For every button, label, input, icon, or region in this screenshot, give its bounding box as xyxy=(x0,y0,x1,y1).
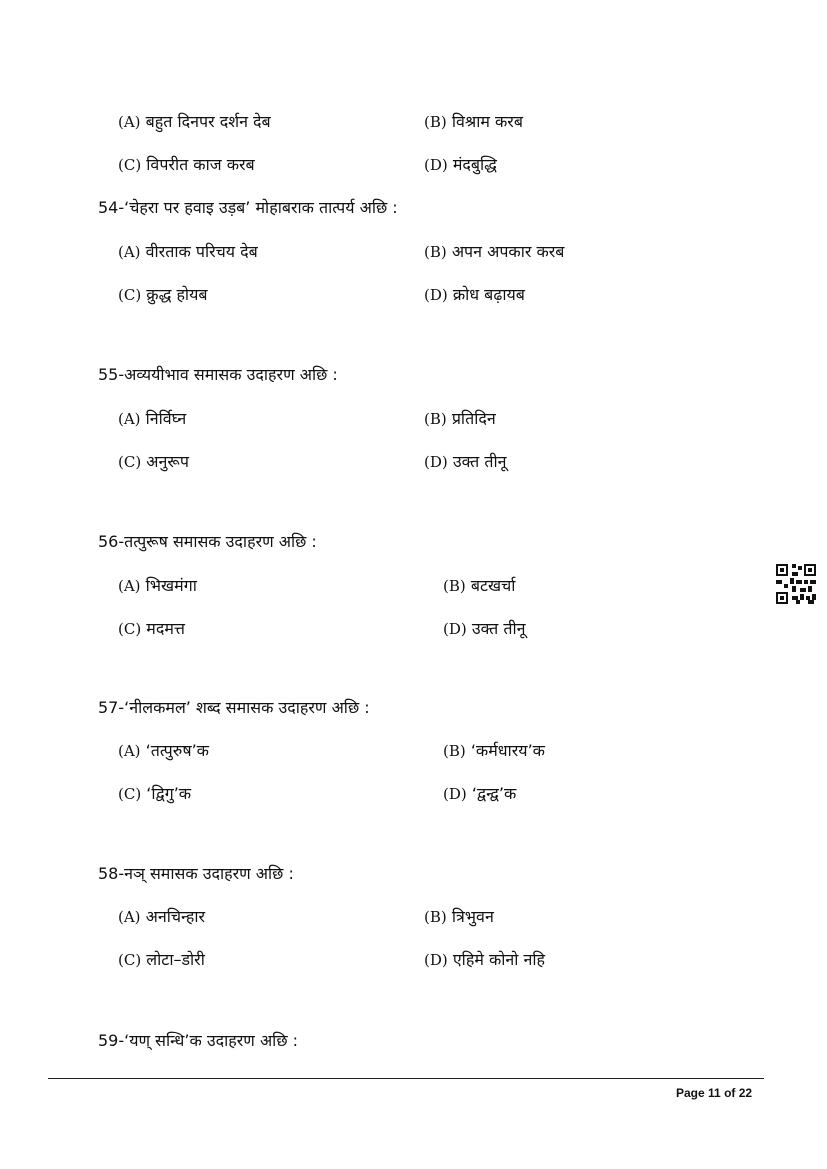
option-58-d xyxy=(424,948,545,970)
option-text: ‘तत्पुरुष’क xyxy=(145,741,209,760)
option-text: अनचिन्हार xyxy=(145,907,206,926)
option-54-c xyxy=(118,283,208,305)
question-59: 59-‘यण् सन्धि’क उदाहरण अछि : xyxy=(98,1031,299,1050)
option-text: ‘कर्मधारय’क xyxy=(470,741,545,760)
option-text: क्रोध बढ़ायब xyxy=(452,285,525,304)
option-label: (B) xyxy=(424,410,447,428)
option-55-b xyxy=(424,407,496,429)
option-label: (C) xyxy=(118,620,142,638)
option-56-c xyxy=(118,617,185,639)
option-label: (C) xyxy=(118,785,142,803)
footer-divider xyxy=(48,1078,764,1079)
option-text: ‘द्विगु’क xyxy=(146,784,192,803)
option-label: (C) xyxy=(118,156,142,174)
question-57: 57-‘नीलकमल’ शब्द समासक उदाहरण अछि : xyxy=(98,698,370,717)
option-label: (A) xyxy=(118,113,141,131)
page-total: 22 xyxy=(738,1086,753,1100)
option-56-a xyxy=(118,574,197,596)
option-label: (B) xyxy=(424,113,447,131)
option-text: त्रिभुवन xyxy=(451,907,494,926)
option-label: (A) xyxy=(118,243,141,261)
option-53-b xyxy=(424,110,523,132)
option-label: (D) xyxy=(424,286,448,304)
page-current: 11 xyxy=(708,1086,721,1100)
question-56: 56-तत्पुरूष समासक उदाहरण अछि : xyxy=(98,532,317,551)
page-number xyxy=(676,1086,752,1100)
option-label: (C) xyxy=(118,951,142,969)
option-text: मंदबुद्धि xyxy=(452,155,497,174)
option-label: (B) xyxy=(443,742,466,760)
option-label: (B) xyxy=(443,577,466,595)
option-label: (A) xyxy=(118,742,141,760)
option-53-d xyxy=(424,153,497,175)
option-58-c xyxy=(118,948,205,970)
option-label: (A) xyxy=(118,410,141,428)
option-57-a xyxy=(118,739,209,761)
option-text: उक्त तीनू xyxy=(471,619,526,638)
option-label: (C) xyxy=(118,453,142,471)
option-58-b xyxy=(424,905,494,927)
option-text: एहिमे कोनो नहि xyxy=(452,950,546,969)
option-label: (A) xyxy=(118,908,141,926)
option-text: भिखमंगा xyxy=(145,576,197,595)
option-text: अपन अपकार करब xyxy=(451,242,565,261)
page-word: Page xyxy=(676,1086,705,1100)
option-label: (D) xyxy=(424,156,448,174)
option-label: (D) xyxy=(443,785,467,803)
option-55-a xyxy=(118,407,186,429)
option-label: (A) xyxy=(118,577,141,595)
option-text: क्रुद्ध होयब xyxy=(146,285,208,304)
option-text: निर्विघ्न xyxy=(145,409,187,428)
option-label: (B) xyxy=(424,908,447,926)
question-58: 58-नञ् समासक उदाहरण अछि : xyxy=(98,864,294,883)
qr-code-icon xyxy=(776,564,816,604)
option-text: प्रतिदिन xyxy=(451,409,496,428)
option-label: (D) xyxy=(443,620,467,638)
option-53-c xyxy=(118,153,255,175)
option-text: विपरीत काज करब xyxy=(146,155,255,174)
option-label: (B) xyxy=(424,243,447,261)
option-text: बटखर्चा xyxy=(470,576,516,595)
option-text: अनुरूप xyxy=(146,452,189,471)
option-54-b xyxy=(424,240,564,262)
option-54-d xyxy=(424,283,525,305)
option-53-a xyxy=(118,110,271,132)
option-text: लोटा–डोरी xyxy=(146,950,205,969)
option-label: (C) xyxy=(118,286,142,304)
option-text: मदमत्त xyxy=(146,619,185,638)
option-56-b xyxy=(443,574,515,596)
option-57-d xyxy=(443,782,516,804)
option-text: उक्त तीनू xyxy=(452,452,507,471)
option-58-a xyxy=(118,905,205,927)
question-54: 54-‘चेहरा पर हवाइ उड़ब’ मोहाबराक तात्पर्य अछि : xyxy=(98,198,398,217)
page-of-word: of xyxy=(724,1086,736,1100)
option-label: (D) xyxy=(424,453,448,471)
option-text: बहुत दिनपर दर्शन देब xyxy=(145,112,271,131)
option-56-d xyxy=(443,617,526,639)
option-55-c xyxy=(118,450,189,472)
option-text: वीरताक परिचय देब xyxy=(145,242,258,261)
option-55-d xyxy=(424,450,507,472)
question-55: 55-अव्ययीभाव समासक उदाहरण अछि : xyxy=(98,365,338,384)
option-label: (D) xyxy=(424,951,448,969)
option-text: ‘द्वन्द्व’क xyxy=(471,784,517,803)
option-54-a xyxy=(118,240,258,262)
option-57-b xyxy=(443,739,545,761)
option-57-c xyxy=(118,782,191,804)
option-text: विश्राम करब xyxy=(451,112,523,131)
